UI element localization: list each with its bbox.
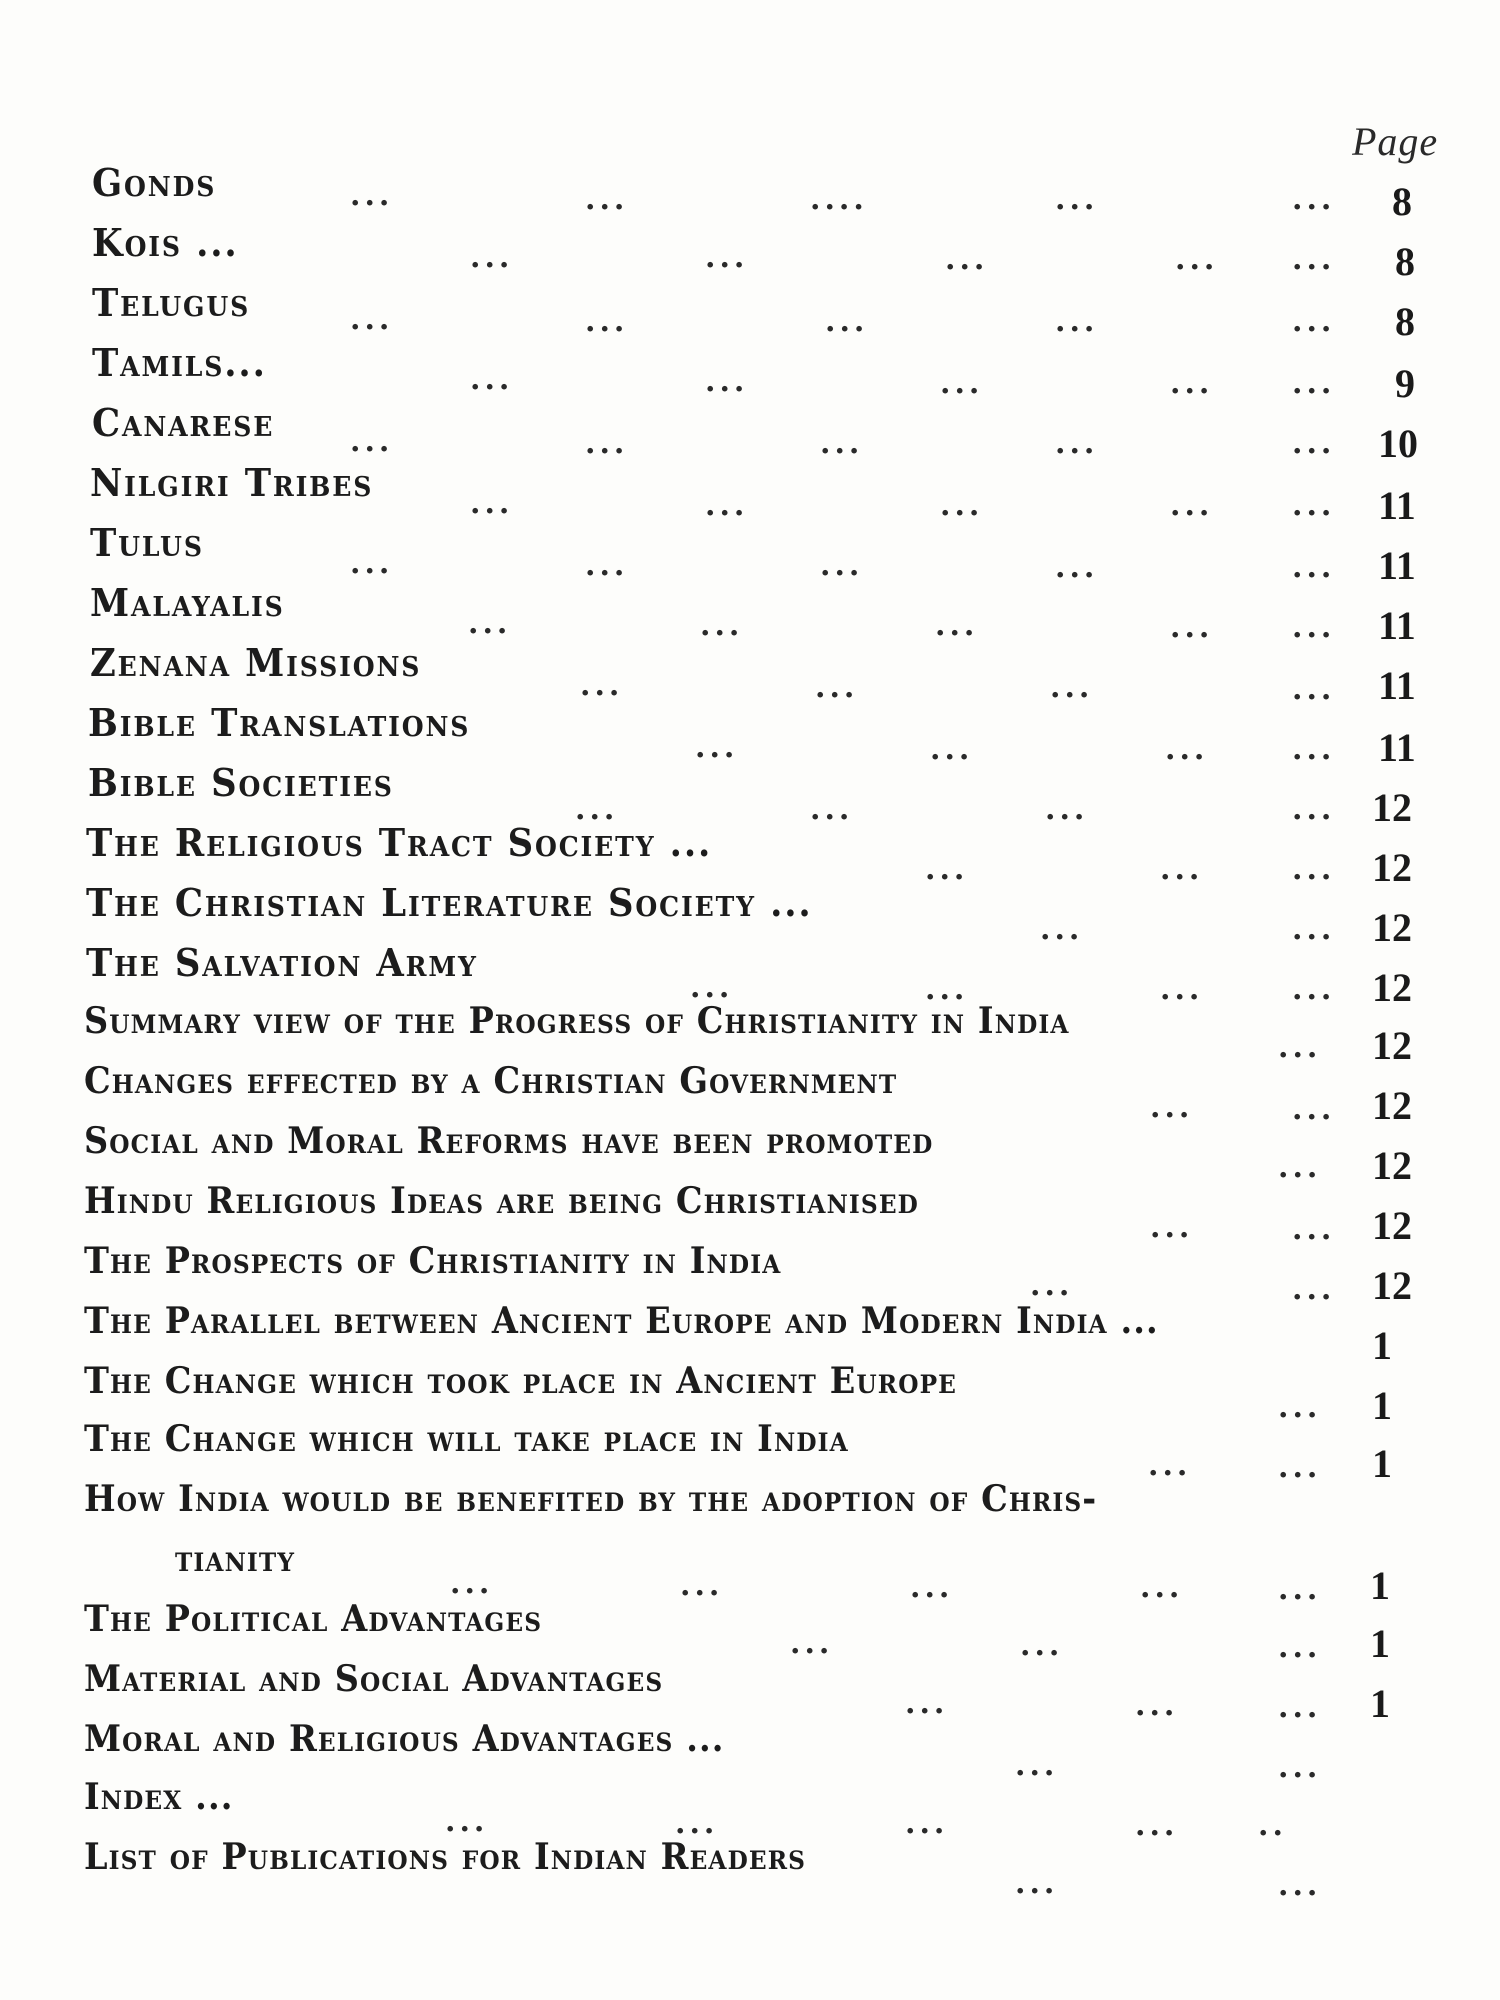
leader-dots: ... — [1170, 488, 1214, 523]
leader-dots: ... — [705, 488, 749, 523]
leader-dots: ... — [470, 240, 514, 275]
toc-entry-title: Index ... — [84, 1776, 234, 1818]
toc-entry-page: 1 — [1372, 1441, 1392, 1486]
toc-entry[interactable] — [86, 940, 507, 996]
leader-dots: ... — [1292, 1212, 1336, 1247]
toc-entry-page: 8 — [1395, 239, 1415, 284]
toc-entry[interactable] — [86, 820, 759, 876]
leader-dots: ... — [1292, 972, 1336, 1007]
toc-entry-page: 12 — [1372, 905, 1412, 950]
leader-dots: ... — [700, 608, 744, 643]
toc-entry-page: 11 — [1378, 603, 1416, 648]
leader-dots: ... — [1140, 1570, 1184, 1605]
leader-dots: ... — [1278, 1150, 1322, 1185]
leader-dots: ... — [680, 1568, 724, 1603]
toc-entry[interactable] — [84, 1418, 906, 1474]
leader-dots: ... — [1055, 426, 1099, 461]
leader-dots: ... — [1165, 732, 1209, 767]
toc-entry-title: Zenana Missions — [90, 640, 422, 685]
page-column-heading: Page — [1352, 119, 1439, 164]
leader-dots: ... — [1045, 792, 1089, 827]
toc-entry-title: Bible Translations — [88, 700, 471, 745]
toc-entry-page: 11 — [1378, 483, 1416, 528]
leader-dots: ... — [350, 178, 394, 213]
toc-entry-title: Canarese — [92, 400, 275, 445]
leader-dots: ... — [1160, 972, 1204, 1007]
leader-dots: ... — [940, 488, 984, 523]
toc-entry[interactable] — [84, 1658, 707, 1714]
toc-entry[interactable] — [90, 640, 446, 696]
leader-dots: ... — [1292, 1092, 1336, 1127]
leader-dots: ... — [945, 242, 989, 277]
toc-entry-page: 12 — [1372, 845, 1412, 890]
toc-entry[interactable] — [84, 1718, 773, 1774]
leader-dots: ... — [575, 792, 619, 827]
leader-dots: ... — [1055, 304, 1099, 339]
leader-dots: ... — [1278, 1750, 1322, 1785]
leader-dots: ... — [1292, 852, 1336, 887]
leader-dots: ... — [905, 1806, 949, 1841]
leader-dots: ... — [1292, 610, 1336, 645]
toc-entry[interactable] — [84, 1836, 860, 1892]
toc-entry[interactable] — [92, 280, 262, 336]
leader-dots: ... — [1292, 732, 1336, 767]
toc-entry-page: 11 — [1378, 663, 1416, 708]
leader-dots: ... — [585, 548, 629, 583]
leader-dots: ... — [930, 732, 974, 767]
toc-entry-title: Hindu Religious Ideas are being Christianised — [84, 1180, 919, 1222]
toc-entry-title: Tamils... — [92, 340, 267, 385]
toc-entry-title: The Change which will take place in India — [84, 1418, 849, 1460]
toc-entry-page: 12 — [1372, 965, 1412, 1010]
leader-dots: ... — [1055, 182, 1099, 217]
leader-dots: ... — [705, 240, 749, 275]
leader-dots: ... — [1278, 1868, 1322, 1903]
toc-entry-page: 11 — [1378, 725, 1416, 770]
leader-dots: ... — [585, 426, 629, 461]
toc-entry-page: 1 — [1370, 1681, 1390, 1726]
leader-dots: ... — [1055, 550, 1099, 585]
leader-dots: ... — [1292, 1272, 1336, 1307]
leader-dots: ... — [935, 608, 979, 643]
leader-dots: ... — [1150, 1210, 1194, 1245]
leader-dots: ... — [675, 1806, 719, 1841]
toc-entry-page: 12 — [1372, 1263, 1412, 1308]
leader-dots: ... — [1015, 1748, 1059, 1783]
leader-dots: ... — [905, 1686, 949, 1721]
leader-dots: ... — [580, 668, 624, 703]
leader-dots: ... — [585, 304, 629, 339]
leader-dots: ... — [350, 424, 394, 459]
toc-entry-page: 1 — [1370, 1563, 1390, 1608]
toc-entry[interactable] — [84, 1300, 1240, 1356]
toc-entry[interactable] — [90, 460, 395, 516]
toc-entry-page: 11 — [1378, 543, 1416, 588]
leader-dots: ... — [470, 486, 514, 521]
leader-dots: ... — [1292, 488, 1336, 523]
leader-dots: ... — [1292, 550, 1336, 585]
leader-dots: ... — [350, 546, 394, 581]
leader-dots: .... — [810, 182, 868, 217]
leader-dots: ... — [925, 972, 969, 1007]
toc-entry-title: The Salvation Army — [86, 940, 478, 985]
leader-dots: ... — [810, 792, 854, 827]
leader-dots: ... — [1148, 1448, 1192, 1483]
leader-dots: ... — [1292, 792, 1336, 827]
toc-entry[interactable] — [84, 1180, 982, 1236]
leader-dots: ... — [350, 302, 394, 337]
leader-dots: ... — [1040, 912, 1084, 947]
toc-entry[interactable] — [84, 1598, 577, 1654]
toc-entry-title: Summary view of the Progress of Christianity in India — [84, 1000, 1070, 1042]
leader-dots: ... — [1278, 1030, 1322, 1065]
toc-entry-title: Gonds — [92, 160, 217, 205]
toc-entry-title: Material and Social Advantages — [84, 1658, 664, 1700]
leader-dots: ... — [1150, 1090, 1194, 1125]
toc-entry-title: Moral and Religious Advantages ... — [84, 1718, 725, 1760]
toc-entry[interactable] — [90, 520, 212, 576]
leader-dots: ... — [1278, 1630, 1322, 1665]
toc-entry-title: Nilgiri Tribes — [90, 460, 374, 505]
leader-dots: ... — [1292, 242, 1336, 277]
leader-dots: ... — [1170, 366, 1214, 401]
toc-entry-page: 8 — [1395, 299, 1415, 344]
toc-entry[interactable] — [92, 340, 280, 396]
leader-dots: ... — [1292, 366, 1336, 401]
toc-entry[interactable] — [84, 1360, 1023, 1416]
leader-dots: ... — [820, 426, 864, 461]
toc-entry-page: 12 — [1372, 785, 1412, 830]
leader-dots: ... — [1135, 1808, 1179, 1843]
toc-entry-page: 10 — [1378, 421, 1418, 466]
leader-dots: .. — [1258, 1808, 1287, 1843]
toc-entry-page: 12 — [1372, 1023, 1412, 1068]
toc-entry[interactable] — [84, 1000, 1144, 1056]
toc-entry-title: The Religious Tract Society ... — [86, 820, 713, 865]
toc-entry-page: 8 — [1392, 179, 1412, 224]
toc-entry[interactable] — [84, 1060, 959, 1116]
toc-entry-title: Social and Moral Reforms have been promoted — [84, 1120, 934, 1162]
leader-dots: ... — [925, 852, 969, 887]
leader-dots: ... — [825, 304, 869, 339]
toc-entry-title: Telugus — [92, 280, 251, 325]
toc-entry-page: 1 — [1372, 1383, 1392, 1428]
leader-dots: ... — [1292, 912, 1336, 947]
leader-dots: ... — [820, 548, 864, 583]
leader-dots: ... — [470, 362, 514, 397]
leader-dots: ... — [1292, 426, 1336, 461]
toc-entry-title: Bible Societies — [88, 760, 394, 805]
toc-entry-title: The Change which took place in Ancient Europe — [84, 1360, 958, 1402]
leader-dots: ... — [1135, 1688, 1179, 1723]
leader-dots: ... — [790, 1626, 834, 1661]
leader-dots: ... — [705, 364, 749, 399]
leader-dots: ... — [690, 970, 734, 1005]
toc-entry-title: How India would be benefited by the adoption of Chris- — [84, 1478, 1098, 1520]
toc-entry-title: Kois ... — [92, 220, 239, 265]
toc-entry-title: The Prospects of Christianity in India — [84, 1240, 782, 1282]
toc-entry-title: Tulus — [90, 520, 204, 565]
toc-entry[interactable] — [88, 700, 499, 756]
leader-dots: ... — [1292, 672, 1336, 707]
leader-dots: ... — [1050, 670, 1094, 705]
leader-dots: ... — [910, 1570, 954, 1605]
leader-dots: ... — [445, 1804, 489, 1839]
leader-dots: ... — [695, 730, 739, 765]
leader-dots: ... — [1160, 852, 1204, 887]
leader-dots: ... — [1278, 1390, 1322, 1425]
leader-dots: ... — [1292, 304, 1336, 339]
toc-entry-title: The Parallel between Ancient Europe and Modern India ... — [84, 1300, 1159, 1342]
toc-entry-title: tianity — [175, 1538, 296, 1580]
toc-entry[interactable] — [92, 400, 288, 456]
leader-dots: ... — [940, 366, 984, 401]
toc-entry-title: The Christian Literature Society ... — [86, 880, 813, 925]
toc-entry-page: 9 — [1395, 361, 1415, 406]
toc-entry-page: 12 — [1372, 1203, 1412, 1248]
toc-entry[interactable] — [90, 580, 299, 636]
toc-entry[interactable] — [84, 1240, 834, 1296]
toc-entry[interactable] — [84, 1478, 1174, 1534]
toc-entry[interactable] — [84, 1120, 997, 1176]
leader-dots: ... — [1015, 1866, 1059, 1901]
toc-entry-page: 12 — [1372, 1143, 1412, 1188]
toc-entry[interactable] — [86, 880, 867, 936]
toc-entry-title: Malayalis — [90, 580, 285, 625]
toc-entry[interactable] — [88, 760, 417, 816]
toc-entry-title: Changes effected by a Christian Government — [84, 1060, 898, 1102]
toc-entry-title: The Political Advantages — [84, 1598, 543, 1640]
toc-entry-page: 1 — [1372, 1323, 1392, 1368]
leader-dots: ... — [1278, 1450, 1322, 1485]
leader-dots: ... — [1020, 1628, 1064, 1663]
leader-dots: ... — [815, 670, 859, 705]
leader-dots: ... — [1278, 1690, 1322, 1725]
leader-dots: ... — [585, 182, 629, 217]
toc-entry-page: 1 — [1370, 1621, 1390, 1666]
leader-dots: ... — [468, 606, 512, 641]
leader-dots: ... — [1292, 182, 1336, 217]
leader-dots: ... — [450, 1566, 494, 1601]
toc-entry[interactable] — [84, 1776, 245, 1832]
toc-entry[interactable] — [92, 160, 226, 216]
leader-dots: ... — [1278, 1572, 1322, 1607]
toc-entry-continuation[interactable] — [175, 1538, 304, 1594]
leader-dots: ... — [1030, 1268, 1074, 1303]
toc-entry-title: List of Publications for Indian Readers — [84, 1836, 807, 1878]
leader-dots: ... — [1170, 610, 1214, 645]
toc-entry-page: 12 — [1372, 1083, 1412, 1128]
toc-entry[interactable] — [92, 220, 250, 276]
leader-dots: ... — [1175, 242, 1219, 277]
